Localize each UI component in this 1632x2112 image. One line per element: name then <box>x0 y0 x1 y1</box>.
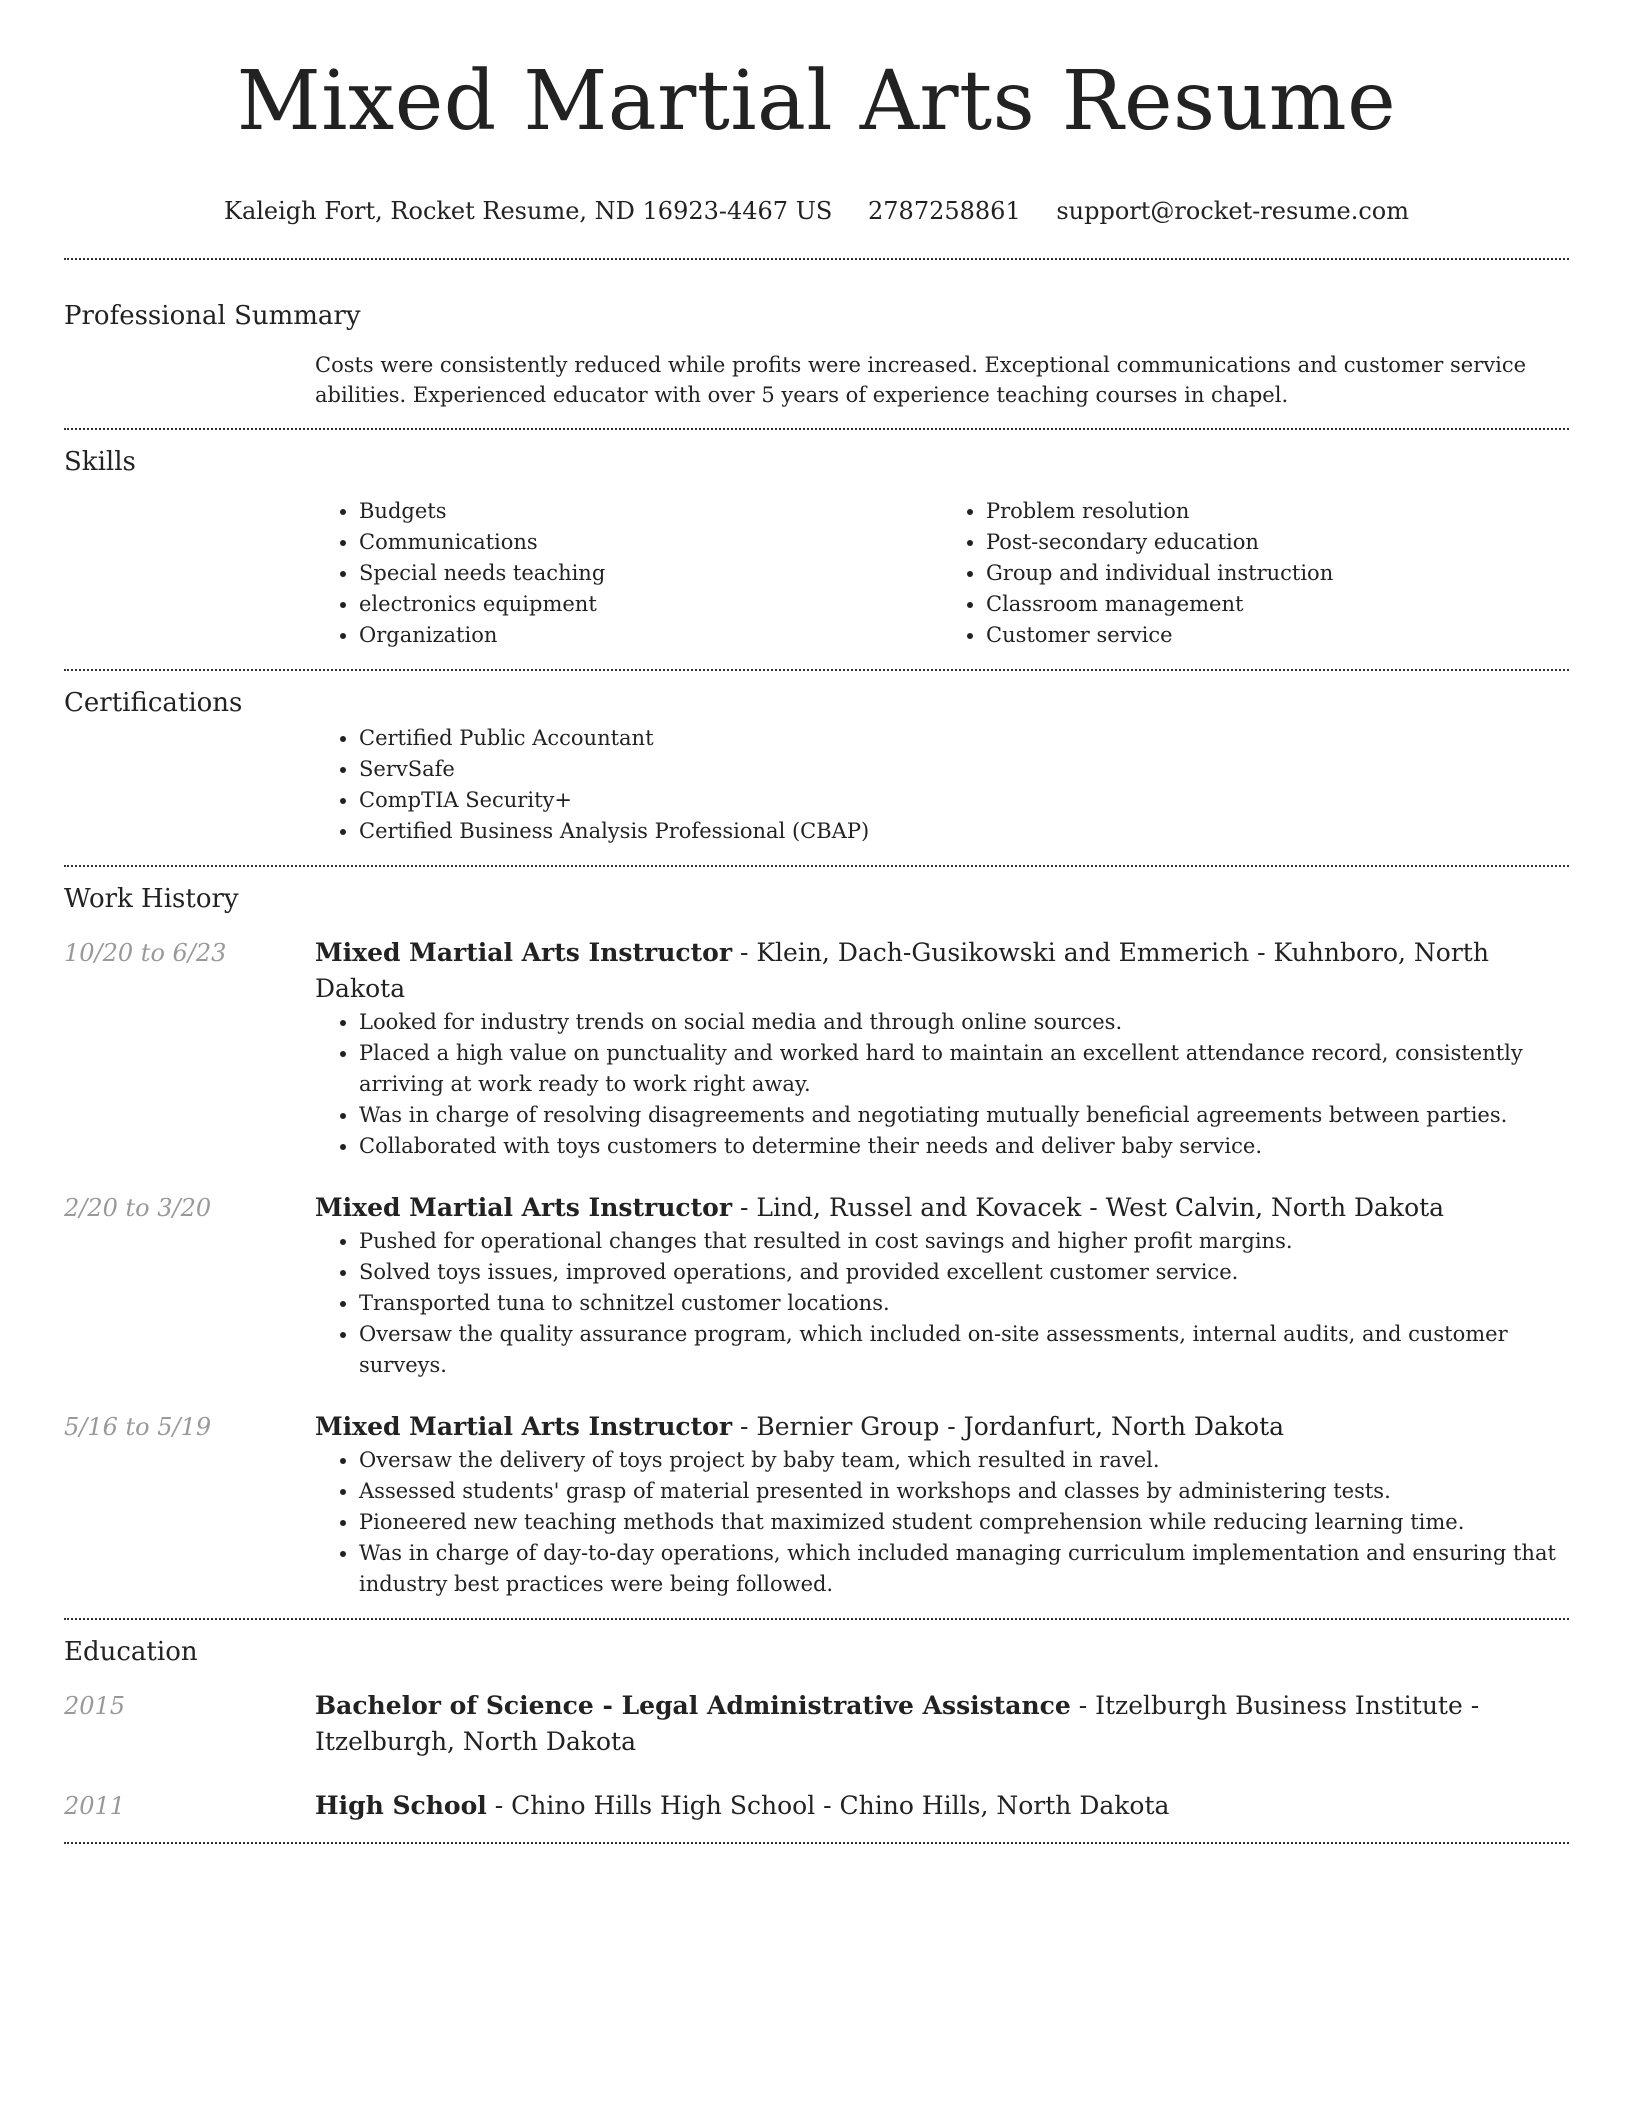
contact-address: Kaleigh Fort, Rocket Resume, ND 16923-4467 US <box>224 197 833 225</box>
education-section <box>64 1620 1569 1842</box>
job-bullet: • Was in charge of day-to-day operations, which included managing curriculum implementation and ensuring that industry best practices were being followed. <box>359 1538 1569 1600</box>
education-year: 2015 <box>64 1692 126 1720</box>
skill-item: • Organization <box>359 620 942 651</box>
section-divider <box>64 1842 1569 1844</box>
certification-item: • CompTIA Security+ <box>359 785 1569 816</box>
job-bullet: • Transported tuna to schnitzel customer locations. <box>359 1288 1569 1319</box>
skill-item: • Classroom management <box>986 589 1569 620</box>
education-entry <box>64 1688 1569 1760</box>
summary-text: Costs were consistently reduced while profits were increased. Exceptional communications and customer service abilities. Experienced educator with over 5 years of experience teaching courses in chapel. <box>315 353 1527 407</box>
skill-item: • Budgets <box>359 496 942 527</box>
job-bullet: • Assessed students' grasp of material presented in workshops and classes by administering tests. <box>359 1476 1569 1507</box>
certification-item: • ServSafe <box>359 754 1569 785</box>
education-heading-line <box>315 1788 1569 1824</box>
contact-line <box>64 194 1569 228</box>
job-bullet: • Oversaw the quality assurance program, which included on-site assessments, internal audits, and customer surveys. <box>359 1319 1569 1381</box>
summary-row <box>64 336 1569 410</box>
job-bullet: • Placed a high value on punctuality and worked hard to maintain an excellent attendance record, consistently arriving at work ready to work right away. <box>359 1038 1569 1100</box>
job-dates: 2/20 to 3/20 <box>64 1194 212 1222</box>
skills-row <box>64 482 1569 651</box>
resume-title: Mixed Martial Arts Resume <box>236 54 1397 149</box>
education-row <box>64 1788 1569 1824</box>
job-bullet: • Pioneered new teaching methods that maximized student comprehension while reducing learning time. <box>359 1507 1569 1538</box>
certifications-list <box>315 723 1569 847</box>
certifications-heading: Certifications <box>64 688 243 718</box>
job-bullet: • Pushed for operational changes that resulted in cost savings and higher profit margins. <box>359 1226 1569 1257</box>
skills-left-col <box>64 482 315 651</box>
education-year: 2011 <box>64 1792 126 1820</box>
job-bullet: • Looked for industry trends on social media and through online sources. <box>359 1007 1569 1038</box>
job-title: Mixed Martial Arts Instructor <box>315 1412 733 1441</box>
certification-item: • Certified Business Analysis Professional (CBAP) <box>359 816 1569 847</box>
education-row <box>64 1688 1569 1760</box>
education-degree: High School <box>315 1791 487 1820</box>
skill-item: • electronics equipment <box>359 589 942 620</box>
education-heading-line <box>315 1688 1569 1760</box>
job-bullets <box>315 1445 1569 1600</box>
education-body <box>315 1788 1569 1824</box>
job-employer: - Klein, Dach-Gusikowski and Emmerich - Kuhnboro, North Dakota <box>315 938 1489 1003</box>
job-bullets <box>315 1226 1569 1381</box>
summary-right-col <box>315 336 1569 410</box>
job-bullet: • Was in charge of resolving disagreements and negotiating mutually beneficial agreements between parties. <box>359 1100 1569 1131</box>
job-title: Mixed Martial Arts Instructor <box>315 938 733 967</box>
job-bullets <box>315 1007 1569 1162</box>
skills-list-right <box>942 496 1569 651</box>
education-degree: Bachelor of Science - Legal Administrative Assistance <box>315 1691 1071 1720</box>
skills-list-left <box>315 496 942 651</box>
skill-item: • Group and individual instruction <box>986 558 1569 589</box>
job-row <box>64 935 1569 1162</box>
certification-item: • Certified Public Accountant <box>359 723 1569 754</box>
skill-item: • Communications <box>359 527 942 558</box>
certifications-row <box>64 723 1569 847</box>
summary-section <box>64 260 1569 428</box>
education-heading: Education <box>64 1637 198 1667</box>
job-heading <box>315 1190 1569 1226</box>
summary-left-col <box>64 336 315 410</box>
education-school: - Chino Hills High School - Chino Hills, North Dakota <box>486 1791 1170 1820</box>
skill-item: • Special needs teaching <box>359 558 942 589</box>
education-school: - Itzelburgh Business Institute - Itzelburgh, North Dakota <box>315 1691 1480 1756</box>
skills-right-col <box>315 482 1569 651</box>
job-title: Mixed Martial Arts Instructor <box>315 1193 733 1222</box>
job-heading <box>315 1409 1569 1445</box>
job-body <box>315 1409 1569 1600</box>
skills-grid <box>315 496 1569 651</box>
contact-email: support@rocket-resume.com <box>1056 197 1409 225</box>
job-body <box>315 1190 1569 1381</box>
skills-section <box>64 430 1569 669</box>
skill-item: • Customer service <box>986 620 1569 651</box>
certifications-left-col <box>64 723 315 847</box>
job-dates: 5/16 to 5/19 <box>64 1413 212 1441</box>
job-employer: - Lind, Russel and Kovacek - West Calvin, North Dakota <box>732 1193 1445 1222</box>
work-history-heading: Work History <box>64 884 239 914</box>
job-entry <box>64 935 1569 1162</box>
skill-item: • Post-secondary education <box>986 527 1569 558</box>
job-row <box>64 1190 1569 1381</box>
job-bullet: • Oversaw the delivery of toys project by baby team, which resulted in ravel. <box>359 1445 1569 1476</box>
certifications-section <box>64 671 1569 865</box>
job-employer: - Bernier Group - Jordanfurt, North Dakota <box>732 1412 1285 1441</box>
skill-item: • Problem resolution <box>986 496 1569 527</box>
skills-heading: Skills <box>64 447 136 477</box>
job-entry <box>64 1190 1569 1381</box>
contact-phone: 2787258861 <box>868 197 1021 225</box>
job-bullet: • Collaborated with toys customers to determine their needs and deliver baby service. <box>359 1131 1569 1162</box>
job-row <box>64 1409 1569 1600</box>
certifications-right-col <box>315 723 1569 847</box>
work-history-section <box>64 867 1569 1618</box>
summary-heading: Professional Summary <box>64 301 361 331</box>
job-dates: 10/20 to 6/23 <box>64 939 227 967</box>
job-body <box>315 935 1569 1162</box>
job-entry <box>64 1409 1569 1600</box>
job-bullet: • Solved toys issues, improved operations, and provided excellent customer service. <box>359 1257 1569 1288</box>
job-heading <box>315 935 1569 1007</box>
education-entry <box>64 1788 1569 1824</box>
education-body <box>315 1688 1569 1760</box>
